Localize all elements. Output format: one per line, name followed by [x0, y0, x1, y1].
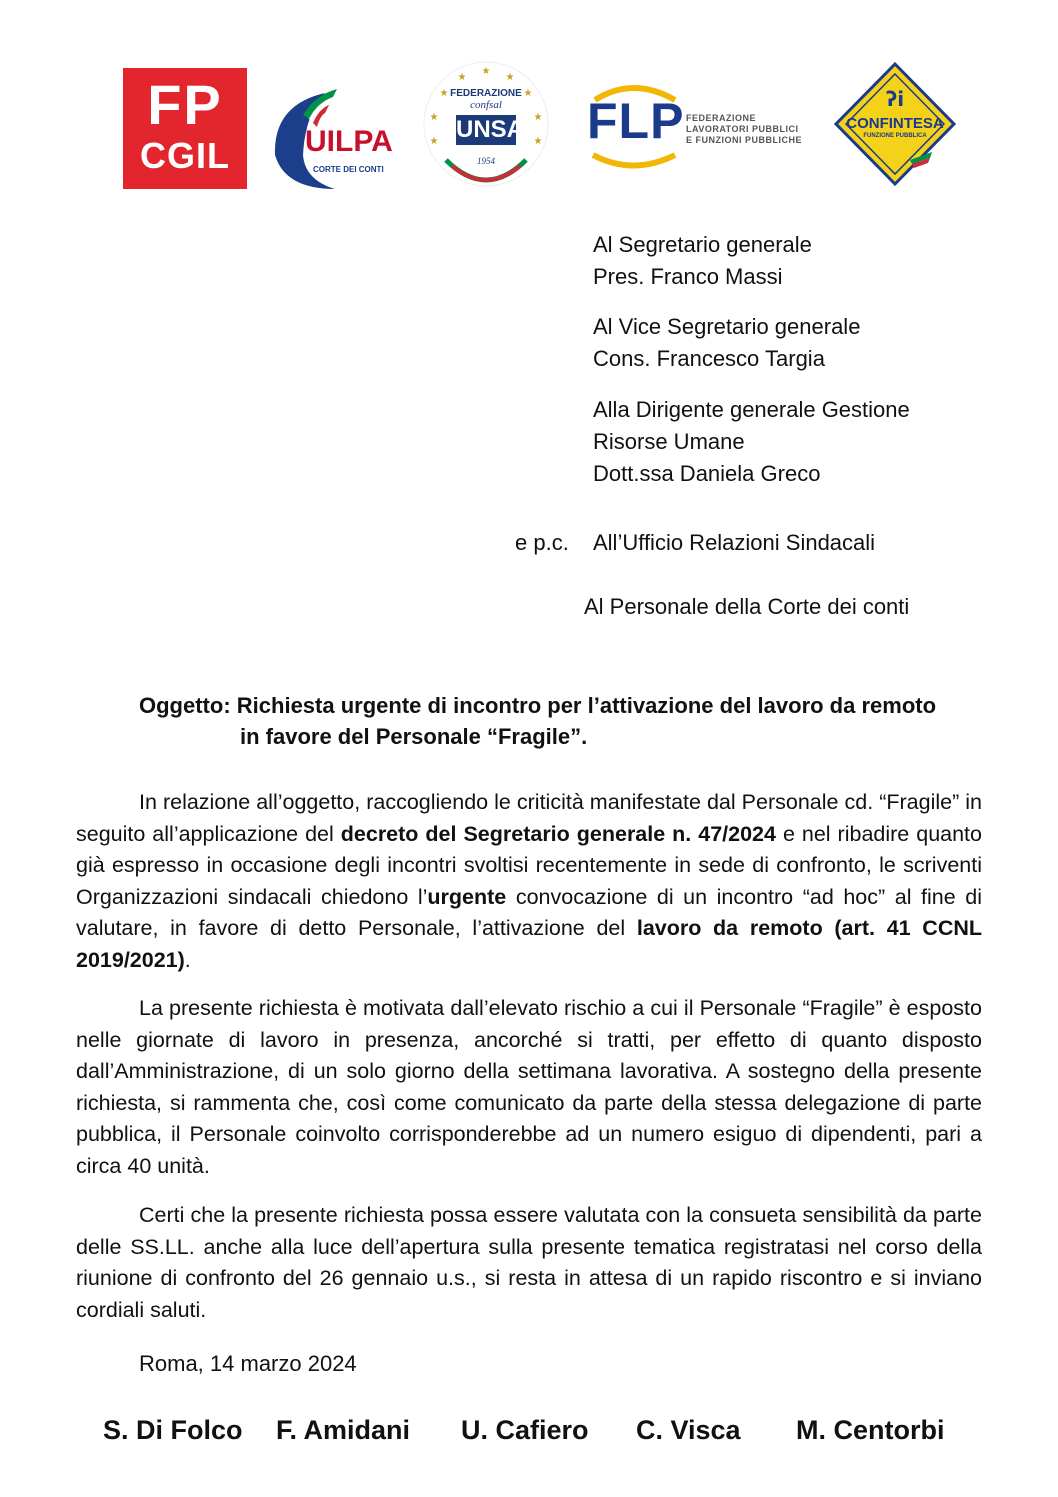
recipient-block — [593, 229, 812, 293]
uilpa-logo-name: UILPA — [305, 125, 393, 158]
p1-text-g: . — [184, 947, 191, 972]
confintesa-logo-name: CONFINTESA — [846, 115, 944, 132]
unsa-logo-confsal: confsal — [470, 99, 502, 111]
recipient-line: Risorse Umane — [593, 429, 745, 454]
subject-line2: in favore del Personale “Fragile”. — [240, 724, 588, 749]
svg-text:★: ★ — [457, 72, 467, 83]
unsa-logo — [422, 60, 550, 188]
letter-date: Roma, 14 marzo 2024 — [139, 1351, 357, 1376]
unsa-logo-year: 1954 — [477, 156, 495, 166]
p1-text-e: convocazione di un incontro “ad hoc” al fine di valutare, in favore di detto Personale, l’attivazione del — [76, 884, 983, 940]
flp-logo — [583, 80, 813, 170]
svg-text:★: ★ — [429, 112, 439, 123]
svg-text:★: ★ — [439, 88, 449, 99]
recipient-line: Cons. Francesco Targia — [593, 346, 825, 371]
svg-text:★: ★ — [505, 72, 515, 83]
cc-office: All’Ufficio Relazioni Sindacali — [593, 530, 876, 555]
flp-logo-name: FLP — [587, 93, 685, 149]
signature: S. Di Folco — [103, 1415, 243, 1445]
recipient-block — [593, 311, 860, 375]
p1-remote-work: lavoro da remoto (art. 41 CCNL 2019/2021) — [76, 916, 983, 972]
fp-cgil-logo — [123, 68, 247, 189]
cc-staff: Al Personale della Corte dei conti — [584, 594, 910, 619]
cc-label: e p.c. — [515, 530, 569, 555]
unsa-logo-name: UNSA — [456, 116, 525, 143]
body-paragraph-2: La presente richiesta è motivata dall’elevato rischio a cui il Personale “Fragile” è esposto nelle giornate di lavoro in presenza, ancorché si tratti, per effetto di quanto disposto dall’Amministrazione, di un solo giorno della settimana lavorativa. A sostegno della presente richiesta, si rammenta che, così come comunicato da parte della stessa delegazione di parte pubblica, il Personale coinvolto corrisponderebbe ad un numero esiguo di dipendenti, pari a circa 40 unità. — [76, 996, 982, 1178]
svg-text:★: ★ — [481, 66, 491, 77]
uilpa-logo — [265, 85, 395, 193]
svg-text:★: ★ — [523, 88, 533, 99]
signature: M. Centorbi — [796, 1415, 945, 1445]
p1-text-a: In relazione all’oggetto, raccogliendo le criticità manifestate dal Personale cd. “Fragile” in seguito all’applicazione del — [76, 790, 982, 846]
subject-label: Oggetto: — [139, 693, 231, 718]
uilpa-logo-sub: CORTE DEI CONTI — [313, 165, 384, 174]
recipient-line: Alla Dirigente generale Gestione — [593, 397, 910, 422]
recipient-line: Al Vice Segretario generale — [593, 314, 861, 339]
svg-text:ʔi: ʔi — [885, 87, 905, 111]
signature: C. Visca — [636, 1415, 741, 1445]
svg-text:★: ★ — [429, 136, 439, 147]
p1-decree: decreto del Segretario generale n. 47/2024 — [340, 821, 776, 846]
signature: F. Amidani — [276, 1415, 411, 1445]
body-paragraph-3: Certi che la presente richiesta possa essere valutata con la consueta sensibilità da parte delle SS.LL. anche alla luce dell’apertura sulla presente tematica registratasi nel corso della riunione di confronto del 26 gennaio u.s., si resta in attesa di un rapido riscontro e si inviano cordiali saluti. — [76, 1203, 982, 1322]
p1-text-c: e nel ribadire quanto già espresso in occasione degli incontri svoltisi recentemente in sede di confronto, le scriventi Organizzazioni sindacali chiedono l’ — [76, 821, 982, 909]
flp-logo-desc-line1: FEDERAZIONE — [686, 113, 757, 123]
body-paragraph-1 — [76, 787, 982, 976]
fp-cgil-logo-line2: CGIL — [140, 135, 230, 176]
subject-line1: Richiesta urgente di incontro per l’attivazione del lavoro da remoto — [236, 693, 937, 718]
unsa-logo-top: FEDERAZIONE — [450, 88, 522, 99]
flp-logo-desc-line3: E FUNZIONI PUBBLICHE — [686, 135, 803, 145]
p1-urgent: urgente — [427, 884, 507, 909]
recipient-line: Dott.ssa Daniela Greco — [593, 461, 821, 486]
subject — [139, 690, 936, 752]
flp-logo-desc-line2: LAVORATORI PUBBLICI — [686, 124, 799, 134]
recipient-line: Al Segretario generale — [593, 232, 812, 257]
signature: U. Cafiero — [461, 1415, 589, 1445]
svg-text:★: ★ — [533, 136, 543, 147]
confintesa-logo-sub: FUNZIONE PUBBLICA — [863, 133, 927, 139]
recipient-line: Pres. Franco Massi — [593, 264, 783, 289]
confintesa-logo — [832, 60, 958, 188]
flp-logo-desc — [686, 113, 802, 146]
fp-cgil-logo-line1: FP — [147, 73, 223, 136]
logo-bar — [0, 55, 1058, 195]
svg-text:★: ★ — [533, 112, 543, 123]
recipient-block — [593, 394, 910, 490]
